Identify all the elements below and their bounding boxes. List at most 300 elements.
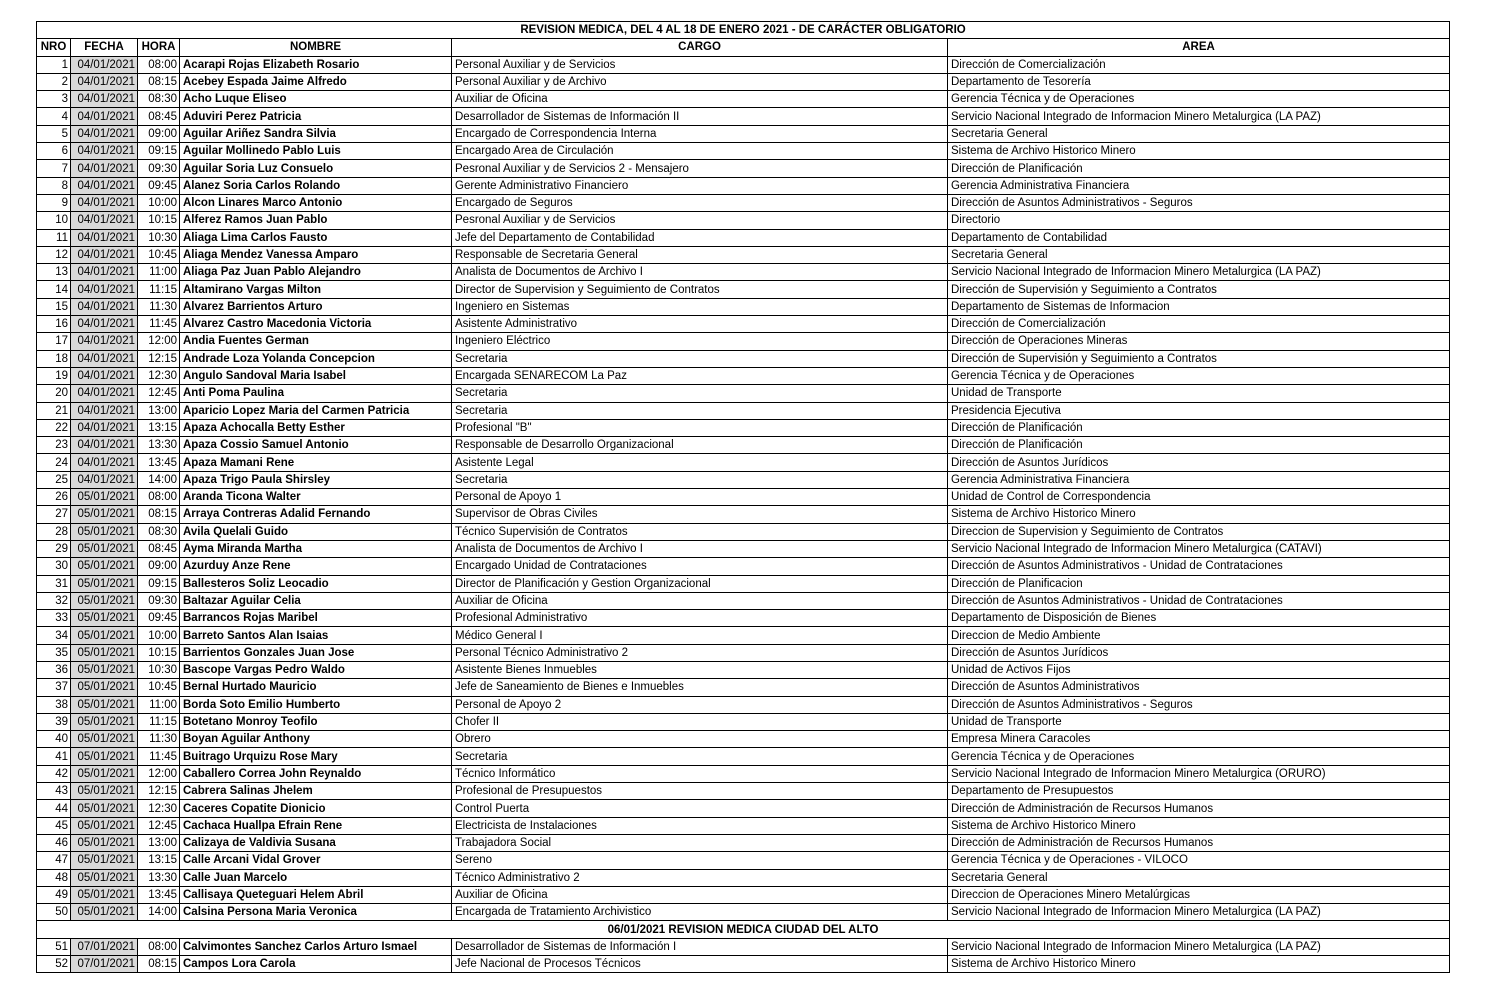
cell-hora: 10:00: [138, 627, 180, 644]
cell-nro: 25: [37, 471, 71, 488]
table-row: [37, 679, 1450, 696]
cell-hora: 10:15: [138, 644, 180, 661]
cell-fecha: 04/01/2021: [71, 73, 138, 90]
cell-fecha: 04/01/2021: [71, 143, 138, 160]
cell-nombre: Acho Luque Eliseo: [180, 91, 452, 108]
cell-area: Sistema de Archivo Historico Minero: [948, 506, 1450, 523]
cell-area: Sistema de Archivo Historico Minero: [948, 956, 1450, 973]
cell-cargo: Jefe de Saneamiento de Bienes e Inmuebles: [452, 679, 948, 696]
cell-nombre: Aliaga Lima Carlos Fausto: [180, 229, 452, 246]
cell-nro: 10: [37, 212, 71, 229]
cell-nro: 46: [37, 834, 71, 851]
cell-nro: 16: [37, 316, 71, 333]
cell-fecha: 04/01/2021: [71, 316, 138, 333]
table-row: [37, 56, 1450, 73]
cell-cargo: Encargada de Tratamiento Archivistico: [452, 904, 948, 921]
cell-cargo: Auxiliar de Oficina: [452, 886, 948, 903]
cell-fecha: 04/01/2021: [71, 298, 138, 315]
cell-nombre: Caceres Copatite Dionicio: [180, 800, 452, 817]
cell-nro: 35: [37, 644, 71, 661]
cell-nombre: Aranda Ticona Walter: [180, 489, 452, 506]
cell-area: Gerencia Administrativa Financiera: [948, 177, 1450, 194]
cell-nombre: Buitrago Urquizu Rose Mary: [180, 748, 452, 765]
cell-nombre: Campos Lora Carola: [180, 956, 452, 973]
cell-hora: 11:15: [138, 713, 180, 730]
cell-nro: 14: [37, 281, 71, 298]
cell-area: Dirección de Supervisión y Seguimiento a Contratos: [948, 281, 1450, 298]
cell-fecha: 05/01/2021: [71, 713, 138, 730]
table-row: [37, 160, 1450, 177]
cell-fecha: 05/01/2021: [71, 748, 138, 765]
cell-fecha: 05/01/2021: [71, 679, 138, 696]
cell-fecha: 04/01/2021: [71, 177, 138, 194]
cell-nro: 31: [37, 575, 71, 592]
cell-nombre: Aliaga Paz Juan Pablo Alejandro: [180, 264, 452, 281]
cell-nro: 41: [37, 748, 71, 765]
cell-fecha: 04/01/2021: [71, 125, 138, 142]
cell-fecha: 05/01/2021: [71, 886, 138, 903]
cell-area: Dirección de Planificacion: [948, 575, 1450, 592]
cell-cargo: Secretaria: [452, 385, 948, 402]
cell-nro: 37: [37, 679, 71, 696]
cell-nro: 40: [37, 731, 71, 748]
cell-hora: 11:45: [138, 316, 180, 333]
table-body-main: [37, 56, 1450, 921]
cell-area: Dirección de Asuntos Administrativos - Unidad de Contrataciones: [948, 558, 1450, 575]
cell-area: Sistema de Archivo Historico Minero: [948, 143, 1450, 160]
cell-cargo: Auxiliar de Oficina: [452, 592, 948, 609]
cell-nombre: Ayma Miranda Martha: [180, 540, 452, 557]
cell-nombre: Alanez Soria Carlos Rolando: [180, 177, 452, 194]
cell-nro: 34: [37, 627, 71, 644]
cell-hora: 10:15: [138, 212, 180, 229]
table-row: [37, 506, 1450, 523]
cell-nombre: Aguilar Soria Luz Consuelo: [180, 160, 452, 177]
cell-fecha: 04/01/2021: [71, 281, 138, 298]
cell-nombre: Altamirano Vargas Milton: [180, 281, 452, 298]
cell-area: Sistema de Archivo Historico Minero: [948, 817, 1450, 834]
cell-hora: 08:15: [138, 73, 180, 90]
table-title: REVISION MEDICA, DEL 4 AL 18 DE ENERO 2021 - DE CARÁCTER OBLIGATORIO: [37, 22, 1450, 39]
table-row: [37, 558, 1450, 575]
cell-nombre: Angulo Sandoval Maria Isabel: [180, 367, 452, 384]
cell-cargo: Técnico Informático: [452, 765, 948, 782]
table-row: [37, 73, 1450, 90]
table-row: [37, 696, 1450, 713]
cell-hora: 13:00: [138, 834, 180, 851]
header-nombre: NOMBRE: [180, 39, 452, 56]
cell-nro: 49: [37, 886, 71, 903]
cell-area: Dirección de Operaciones Mineras: [948, 333, 1450, 350]
table-row: [37, 713, 1450, 730]
cell-nro: 8: [37, 177, 71, 194]
table-row: [37, 644, 1450, 661]
cell-fecha: 05/01/2021: [71, 506, 138, 523]
cell-hora: 13:45: [138, 886, 180, 903]
cell-nombre: Avila Quelali Guido: [180, 523, 452, 540]
table-row: [37, 783, 1450, 800]
cell-fecha: 05/01/2021: [71, 800, 138, 817]
cell-nro: 9: [37, 194, 71, 211]
table-row: [37, 333, 1450, 350]
cell-nombre: Bernal Hurtado Mauricio: [180, 679, 452, 696]
cell-area: Gerencia Administrativa Financiera: [948, 471, 1450, 488]
cell-nombre: Acebey Espada Jaime Alfredo: [180, 73, 452, 90]
cell-cargo: Pesronal Auxiliar y de Servicios: [452, 212, 948, 229]
cell-hora: 09:15: [138, 575, 180, 592]
cell-nro: 38: [37, 696, 71, 713]
cell-area: Servicio Nacional Integrado de Informacion Minero Metalurgica (LA PAZ): [948, 108, 1450, 125]
cell-nro: 22: [37, 419, 71, 436]
cell-fecha: 04/01/2021: [71, 454, 138, 471]
cell-nombre: Apaza Achocalla Betty Esther: [180, 419, 452, 436]
cell-fecha: 05/01/2021: [71, 661, 138, 678]
cell-hora: 12:30: [138, 367, 180, 384]
cell-nombre: Aguilar Mollinedo Pablo Luis: [180, 143, 452, 160]
table-row: [37, 316, 1450, 333]
cell-area: Servicio Nacional Integrado de Informacion Minero Metalurgica (LA PAZ): [948, 904, 1450, 921]
cell-nombre: Callisaya Queteguari Helem Abril: [180, 886, 452, 903]
header-cargo: CARGO: [452, 39, 948, 56]
cell-nro: 19: [37, 367, 71, 384]
cell-cargo: Auxiliar de Oficina: [452, 91, 948, 108]
cell-hora: 08:30: [138, 91, 180, 108]
cell-area: Unidad de Transporte: [948, 713, 1450, 730]
cell-area: Secretaria General: [948, 246, 1450, 263]
cell-area: Unidad de Control de Correspondencia: [948, 489, 1450, 506]
cell-nombre: Baltazar Aguilar Celia: [180, 592, 452, 609]
table-row: [37, 212, 1450, 229]
cell-cargo: Secretaria: [452, 402, 948, 419]
cell-fecha: 04/01/2021: [71, 437, 138, 454]
cell-fecha: 05/01/2021: [71, 783, 138, 800]
cell-nro: 21: [37, 402, 71, 419]
cell-nro: 51: [37, 938, 71, 955]
cell-nombre: Barrancos Rojas Maribel: [180, 610, 452, 627]
cell-cargo: Personal Técnico Administrativo 2: [452, 644, 948, 661]
cell-fecha: 05/01/2021: [71, 852, 138, 869]
cell-nombre: Apaza Trigo Paula Shirsley: [180, 471, 452, 488]
table-row: [37, 108, 1450, 125]
section-block: [37, 921, 1450, 938]
cell-hora: 08:00: [138, 56, 180, 73]
cell-hora: 12:45: [138, 817, 180, 834]
cell-nombre: Borda Soto Emilio Humberto: [180, 696, 452, 713]
table-row: [37, 575, 1450, 592]
cell-fecha: 07/01/2021: [71, 938, 138, 955]
cell-hora: 13:00: [138, 402, 180, 419]
cell-fecha: 04/01/2021: [71, 194, 138, 211]
cell-nro: 43: [37, 783, 71, 800]
cell-cargo: Encargado de Seguros: [452, 194, 948, 211]
cell-area: Gerencia Técnica y de Operaciones: [948, 367, 1450, 384]
table-body-el-alto: [37, 938, 1450, 973]
cell-cargo: Encargado Area de Circulación: [452, 143, 948, 160]
cell-nombre: Acarapi Rojas Elizabeth Rosario: [180, 56, 452, 73]
cell-hora: 12:00: [138, 765, 180, 782]
cell-hora: 09:45: [138, 177, 180, 194]
cell-hora: 13:30: [138, 437, 180, 454]
cell-area: Dirección de Asuntos Administrativos - Seguros: [948, 696, 1450, 713]
cell-cargo: Sereno: [452, 852, 948, 869]
cell-nro: 36: [37, 661, 71, 678]
table-row: [37, 385, 1450, 402]
cell-cargo: Analista de Documentos de Archivo I: [452, 264, 948, 281]
cell-cargo: Obrero: [452, 731, 948, 748]
cell-nro: 24: [37, 454, 71, 471]
cell-fecha: 04/01/2021: [71, 367, 138, 384]
table-row: [37, 229, 1450, 246]
table-row: [37, 281, 1450, 298]
cell-area: Unidad de Transporte: [948, 385, 1450, 402]
cell-area: Dirección de Planificación: [948, 160, 1450, 177]
cell-area: Departamento de Disposición de Bienes: [948, 610, 1450, 627]
header-nro: NRO: [37, 39, 71, 56]
cell-nombre: Apaza Mamani Rene: [180, 454, 452, 471]
cell-nombre: Calle Juan Marcelo: [180, 869, 452, 886]
cell-fecha: 05/01/2021: [71, 558, 138, 575]
cell-cargo: Personal de Apoyo 2: [452, 696, 948, 713]
table-row: [37, 817, 1450, 834]
cell-hora: 10:45: [138, 246, 180, 263]
cell-hora: 10:30: [138, 229, 180, 246]
table-row: [37, 489, 1450, 506]
cell-cargo: Profesional Administrativo: [452, 610, 948, 627]
table-row: [37, 904, 1450, 921]
cell-nombre: Aduviri Perez Patricia: [180, 108, 452, 125]
header-hora: HORA: [138, 39, 180, 56]
cell-fecha: 05/01/2021: [71, 765, 138, 782]
cell-area: Servicio Nacional Integrado de Informacion Minero Metalurgica (LA PAZ): [948, 938, 1450, 955]
cell-nro: 3: [37, 91, 71, 108]
table-row: [37, 592, 1450, 609]
cell-nombre: Arraya Contreras Adalid Fernando: [180, 506, 452, 523]
cell-area: Presidencia Ejecutiva: [948, 402, 1450, 419]
table-row: [37, 834, 1450, 851]
cell-cargo: Jefe Nacional de Procesos Técnicos: [452, 956, 948, 973]
cell-cargo: Profesional de Presupuestos: [452, 783, 948, 800]
cell-cargo: Ingeniero en Sistemas: [452, 298, 948, 315]
cell-area: Dirección de Comercialización: [948, 316, 1450, 333]
cell-hora: 12:30: [138, 800, 180, 817]
cell-fecha: 05/01/2021: [71, 834, 138, 851]
cell-hora: 13:15: [138, 419, 180, 436]
cell-fecha: 05/01/2021: [71, 869, 138, 886]
cell-nro: 15: [37, 298, 71, 315]
cell-nro: 12: [37, 246, 71, 263]
cell-nro: 17: [37, 333, 71, 350]
cell-hora: 08:00: [138, 938, 180, 955]
table-row: [37, 956, 1450, 973]
cell-nro: 5: [37, 125, 71, 142]
cell-hora: 09:00: [138, 558, 180, 575]
cell-nro: 26: [37, 489, 71, 506]
cell-hora: 09:15: [138, 143, 180, 160]
table-row: [37, 177, 1450, 194]
cell-cargo: Profesional "B": [452, 419, 948, 436]
header-row: [37, 39, 1450, 56]
cell-nro: 20: [37, 385, 71, 402]
table-row: [37, 367, 1450, 384]
cell-cargo: Electricista de Instalaciones: [452, 817, 948, 834]
cell-hora: 13:30: [138, 869, 180, 886]
table-row: [37, 298, 1450, 315]
cell-fecha: 04/01/2021: [71, 385, 138, 402]
cell-area: Servicio Nacional Integrado de Informacion Minero Metalurgica (CATAVI): [948, 540, 1450, 557]
cell-hora: 08:15: [138, 506, 180, 523]
cell-hora: 12:00: [138, 333, 180, 350]
cell-fecha: 04/01/2021: [71, 264, 138, 281]
table-row: [37, 765, 1450, 782]
cell-nro: 4: [37, 108, 71, 125]
cell-cargo: Secretaria: [452, 471, 948, 488]
cell-hora: 12:45: [138, 385, 180, 402]
cell-hora: 12:15: [138, 350, 180, 367]
cell-fecha: 04/01/2021: [71, 56, 138, 73]
section-title: 06/01/2021 REVISION MEDICA CIUDAD DEL ALTO: [37, 921, 1450, 938]
cell-cargo: Trabajadora Social: [452, 834, 948, 851]
cell-hora: 08:30: [138, 523, 180, 540]
table-row: [37, 419, 1450, 436]
cell-nombre: Calsina Persona Maria Veronica: [180, 904, 452, 921]
cell-nro: 23: [37, 437, 71, 454]
cell-area: Departamento de Contabilidad: [948, 229, 1450, 246]
cell-nombre: Boyan Aguilar Anthony: [180, 731, 452, 748]
cell-cargo: Responsable de Desarrollo Organizacional: [452, 437, 948, 454]
cell-area: Unidad de Activos Fijos: [948, 661, 1450, 678]
cell-hora: 14:00: [138, 904, 180, 921]
cell-cargo: Pesronal Auxiliar y de Servicios 2 - Mensajero: [452, 160, 948, 177]
cell-area: Direccion de Operaciones Minero Metalúrgicas: [948, 886, 1450, 903]
cell-area: Dirección de Planificación: [948, 419, 1450, 436]
cell-cargo: Encargado Unidad de Contrataciones: [452, 558, 948, 575]
cell-cargo: Asistente Bienes Inmuebles: [452, 661, 948, 678]
table-row: [37, 402, 1450, 419]
cell-hora: 09:30: [138, 592, 180, 609]
cell-area: Empresa Minera Caracoles: [948, 731, 1450, 748]
cell-hora: 13:15: [138, 852, 180, 869]
cell-nro: 18: [37, 350, 71, 367]
cell-nombre: Cachaca Huallpa Efrain Rene: [180, 817, 452, 834]
cell-fecha: 04/01/2021: [71, 91, 138, 108]
cell-cargo: Chofer II: [452, 713, 948, 730]
table-row: [37, 627, 1450, 644]
cell-cargo: Encargado de Correspondencia Interna: [452, 125, 948, 142]
cell-fecha: 05/01/2021: [71, 523, 138, 540]
cell-nombre: Alvarez Castro Macedonia Victoria: [180, 316, 452, 333]
cell-fecha: 07/01/2021: [71, 956, 138, 973]
cell-hora: 09:45: [138, 610, 180, 627]
cell-hora: 11:30: [138, 298, 180, 315]
cell-fecha: 04/01/2021: [71, 160, 138, 177]
cell-fecha: 05/01/2021: [71, 592, 138, 609]
cell-cargo: Personal de Apoyo 1: [452, 489, 948, 506]
table-row: [37, 886, 1450, 903]
cell-fecha: 04/01/2021: [71, 402, 138, 419]
cell-hora: 08:45: [138, 108, 180, 125]
cell-area: Dirección de Asuntos Jurídicos: [948, 644, 1450, 661]
title-row: [37, 22, 1450, 39]
table-row: [37, 869, 1450, 886]
cell-area: Direccion de Medio Ambiente: [948, 627, 1450, 644]
cell-fecha: 04/01/2021: [71, 246, 138, 263]
table-row: [37, 454, 1450, 471]
cell-cargo: Asistente Legal: [452, 454, 948, 471]
cell-nombre: Caballero Correa John Reynaldo: [180, 765, 452, 782]
cell-cargo: Director de Supervision y Seguimiento de Contratos: [452, 281, 948, 298]
header-area: AREA: [948, 39, 1450, 56]
cell-nombre: Barreto Santos Alan Isaias: [180, 627, 452, 644]
table-row: [37, 125, 1450, 142]
cell-area: Direccion de Supervision y Seguimiento de Contratos: [948, 523, 1450, 540]
cell-nombre: Calle Arcani Vidal Grover: [180, 852, 452, 869]
cell-nro: 30: [37, 558, 71, 575]
cell-hora: 08:15: [138, 956, 180, 973]
cell-hora: 10:00: [138, 194, 180, 211]
cell-cargo: Asistente Administrativo: [452, 316, 948, 333]
schedule-sheet: [36, 21, 1449, 973]
cell-cargo: Desarrollador de Sistemas de Información II: [452, 108, 948, 125]
table-row: [37, 540, 1450, 557]
cell-fecha: 05/01/2021: [71, 696, 138, 713]
cell-area: Departamento de Tesorería: [948, 73, 1450, 90]
cell-cargo: Personal Auxiliar y de Servicios: [452, 56, 948, 73]
cell-area: Secretaria General: [948, 125, 1450, 142]
cell-area: Dirección de Asuntos Administrativos - Unidad de Contrataciones: [948, 592, 1450, 609]
cell-cargo: Director de Planificación y Gestion Organizacional: [452, 575, 948, 592]
cell-nombre: Alcon Linares Marco Antonio: [180, 194, 452, 211]
cell-fecha: 05/01/2021: [71, 817, 138, 834]
cell-hora: 10:30: [138, 661, 180, 678]
cell-nombre: Cabrera Salinas Jhelem: [180, 783, 452, 800]
cell-cargo: Responsable de Secretaria General: [452, 246, 948, 263]
cell-nro: 44: [37, 800, 71, 817]
table-row: [37, 748, 1450, 765]
cell-cargo: Médico General I: [452, 627, 948, 644]
cell-nombre: Calizaya de Valdivia Susana: [180, 834, 452, 851]
cell-area: Dirección de Supervisión y Seguimiento a Contratos: [948, 350, 1450, 367]
cell-fecha: 05/01/2021: [71, 610, 138, 627]
cell-hora: 11:15: [138, 281, 180, 298]
cell-fecha: 04/01/2021: [71, 333, 138, 350]
table-row: [37, 610, 1450, 627]
cell-nombre: Botetano Monroy Teofilo: [180, 713, 452, 730]
cell-fecha: 05/01/2021: [71, 489, 138, 506]
table-row: [37, 194, 1450, 211]
cell-cargo: Personal Auxiliar y de Archivo: [452, 73, 948, 90]
cell-nro: 50: [37, 904, 71, 921]
cell-fecha: 04/01/2021: [71, 350, 138, 367]
cell-area: Servicio Nacional Integrado de Informacion Minero Metalurgica (LA PAZ): [948, 264, 1450, 281]
cell-cargo: Ingeniero Eléctrico: [452, 333, 948, 350]
cell-nro: 29: [37, 540, 71, 557]
cell-cargo: Técnico Supervisión de Contratos: [452, 523, 948, 540]
cell-nro: 32: [37, 592, 71, 609]
cell-nro: 48: [37, 869, 71, 886]
cell-nombre: Andrade Loza Yolanda Concepcion: [180, 350, 452, 367]
cell-cargo: Encargada SENARECOM La Paz: [452, 367, 948, 384]
cell-fecha: 04/01/2021: [71, 229, 138, 246]
table-row: [37, 246, 1450, 263]
cell-nro: 2: [37, 73, 71, 90]
cell-nombre: Bascope Vargas Pedro Waldo: [180, 661, 452, 678]
cell-nro: 45: [37, 817, 71, 834]
cell-fecha: 05/01/2021: [71, 575, 138, 592]
cell-fecha: 04/01/2021: [71, 108, 138, 125]
cell-area: Dirección de Comercialización: [948, 56, 1450, 73]
cell-area: Departamento de Presupuestos: [948, 783, 1450, 800]
cell-nro: 6: [37, 143, 71, 160]
